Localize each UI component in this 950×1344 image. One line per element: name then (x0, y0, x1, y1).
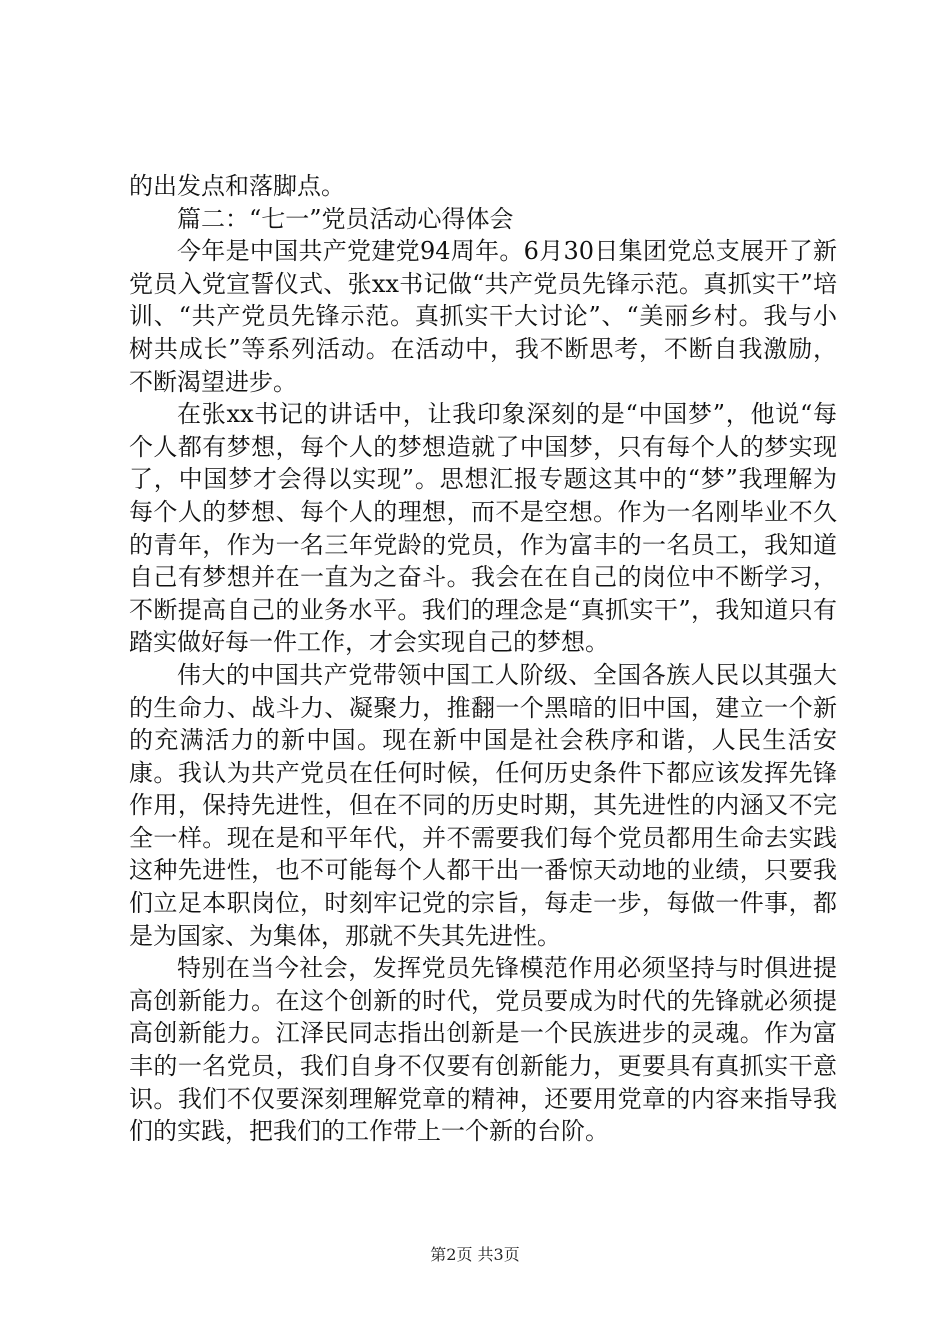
page-number-footer: 第2页 共3页 (430, 1245, 520, 1264)
paragraph: 伟大的中国共产党带领中国工人阶级、全国各族人民以其强大的生命力、战斗力、凝聚力，推翻一个黑暗的旧中国，建立一个新的充满活力的新中国。现在新中国是社会秩序和谐，人民生活安康。我认为共产党员在任何时候，任何历史条件下都应该发挥先锋作用，保持先进性，但在不同的历史时期，其先进性的内涵又不完全一样。现在是和平年代，并不需要我们每个党员都用生命去实践这种先进性，也不可能每个人都干出一番惊天动地的业绩，只要我们立足本职岗位，时刻牢记党的宗旨，每走一步，每做一件事，都是为国家、为集体，那就不失其先进性。 (129, 660, 837, 950)
paragraph: 今年是中国共产党建党94周年。6月30日集团党总支展开了新党员入党宣誓仪式、张xx书记做“共产党员先锋示范。真抓实干”培训、“共产党员先锋示范。真抓实干大讨论”、“美丽乡村。我与小树共成长”等系列活动。在活动中，我不断思考，不断自我激励，不断渴望进步。 (129, 237, 837, 396)
section-heading: 篇二：“七一”党员活动心得体会 (177, 204, 514, 233)
paragraph-continuation: 的出发点和落脚点。 (129, 172, 345, 200)
paragraph: 在张xx书记的讲话中，让我印象深刻的是“中国梦”，他说“每个人都有梦想，每个人的梦想造就了中国梦，只有每个人的梦实现了，中国梦才会得以实现”。思想汇报专题这其中的“梦”我理解为每个人的梦想、每个人的理想，而不是空想。作为一名刚毕业不久的青年，作为一名三年党龄的党员，作为富丰的一名员工，我知道自己有梦想并在一直为之奋斗。我会在在自己的岗位中不断学习，不断提高自己的业务水平。我们的理念是“真抓实干”，我知道只有踏实做好每一件工作，才会实现自己的梦想。 (129, 400, 837, 657)
document-body (129, 170, 837, 1148)
paragraph: 特别在当今社会，发挥党员先锋模范作用必须坚持与时俱进提高创新能力。在这个创新的时代，党员要成为时代的先锋就必须提高创新能力。江泽民同志指出创新是一个民族进步的灵魂。作为富丰的一名党员，我们自身不仅要有创新能力，更要具有真抓实干意识。我们不仅要深刻理解党章的精神，还要用党章的内容来指导我们的实践，把我们的工作带上一个新的台阶。 (129, 954, 837, 1146)
